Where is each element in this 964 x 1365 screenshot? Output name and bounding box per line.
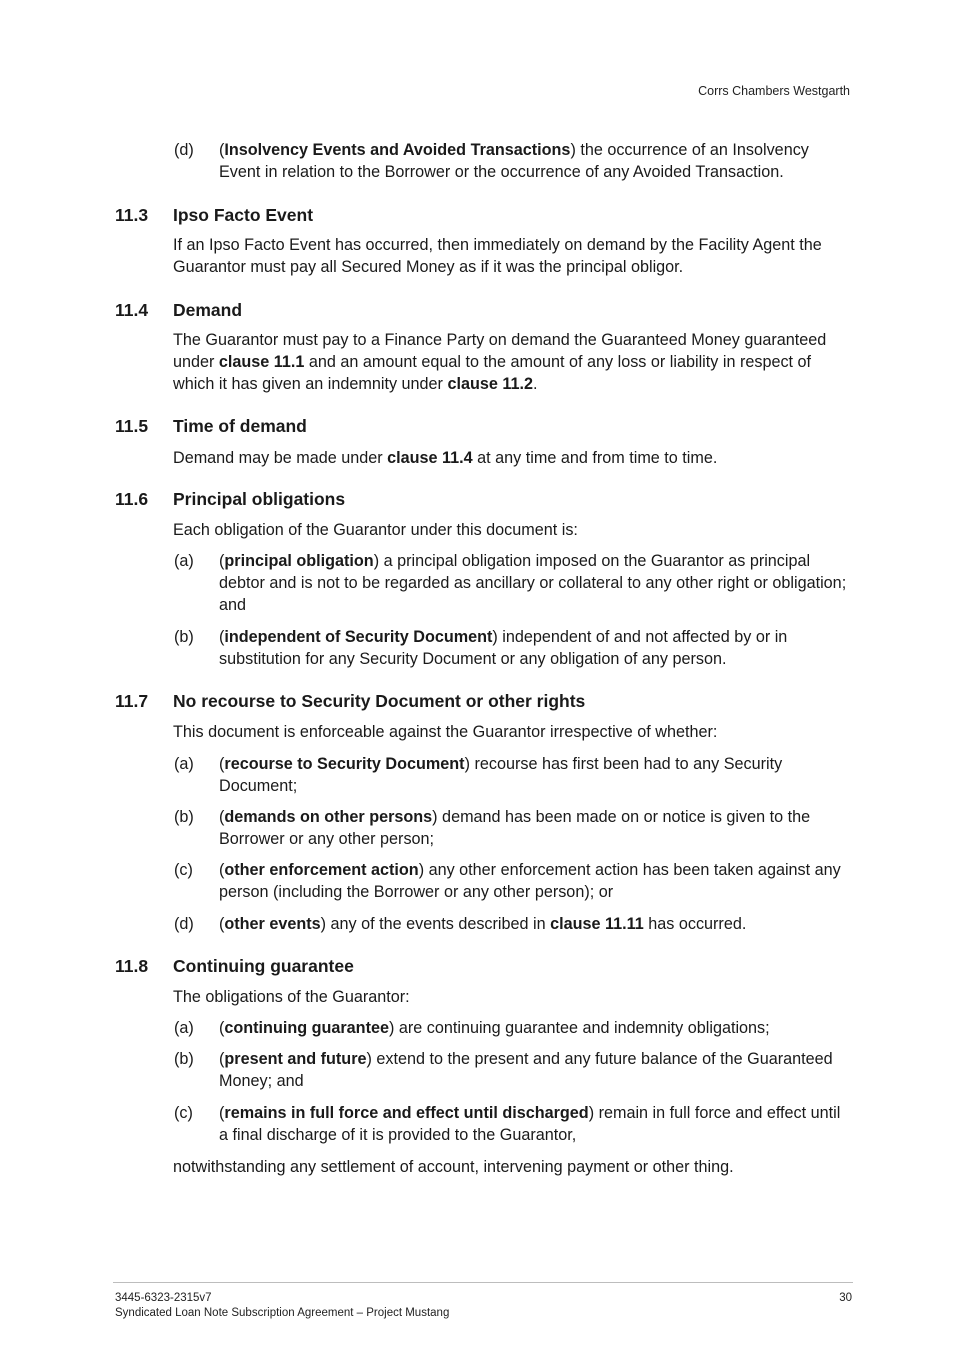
clause-number: 11.8 [115, 956, 149, 976]
item-title: remains in full force and effect until discharged [224, 1104, 589, 1122]
item-label: (d) [174, 141, 194, 159]
firm-name: Corrs Chambers Westgarth [698, 84, 850, 98]
clause-reference: clause 11.4 [387, 449, 473, 467]
item-text: (Insolvency Events and Avoided Transactions) the occurrence of an Insolvency Event in relation to the Borrower or the occurrence of any Avoided Transaction. [219, 141, 809, 181]
footer-doc-title: Syndicated Loan Note Subscription Agreement – Project Mustang [115, 1307, 450, 1319]
clause-number: 11.6 [115, 489, 149, 509]
clause-title: Time of demand [173, 416, 307, 436]
item-title: Insolvency Events and Avoided Transactions [224, 141, 571, 159]
clause-title: Ipso Facto Event [173, 205, 314, 225]
list-item: (demands on other persons) demand has been made on or notice is given to the Borrower or any other person; [219, 808, 811, 848]
list-item: (continuing guarantee) are continuing guarantee and indemnity obligations; [219, 1019, 770, 1037]
clause-number: 11.7 [115, 691, 149, 711]
item-title: continuing guarantee [224, 1019, 389, 1037]
item-title: demands on other persons [224, 808, 433, 826]
item-label: (d) [174, 915, 194, 933]
clause-reference: clause 11.11 [550, 915, 644, 933]
clause-text: Demand may be made under clause 11.4 at any time and from time to time. [173, 449, 718, 467]
clause-reference: clause 11.1 [218, 353, 305, 371]
clause-intro: This document is enforceable against the Guarantor irrespective of whether: [173, 723, 718, 741]
clause-title: No recourse to Security Document or other rights [173, 691, 586, 711]
clause-closing: notwithstanding any settlement of account, intervening payment or other thing. [173, 1158, 734, 1176]
footer-divider [113, 1282, 853, 1283]
clause-title: Demand [173, 300, 243, 320]
clause-number: 11.5 [115, 416, 149, 436]
item-label: (a) [174, 1019, 194, 1037]
item-title: recourse to Security Document [224, 755, 465, 773]
item-label: (c) [174, 1104, 193, 1122]
clause-number: 11.4 [115, 300, 149, 320]
clause-title: Continuing guarantee [173, 956, 354, 976]
list-item: (principal obligation) a principal obligation imposed on the Guarantor as principal debtor and is not to be regarded as ancillary or collateral to any other right or obligation; and [219, 552, 847, 614]
item-label: (a) [174, 755, 194, 773]
clause-text: The Guarantor must pay to a Finance Party on demand the Guaranteed Money guaranteed under clause 11.1 and an amount equal to the amount of any loss or liability in respect of which it has given an indemnity under clause 11.2. [173, 331, 827, 393]
clause-intro: Each obligation of the Guarantor under this document is: [173, 521, 578, 539]
item-title: other events [224, 915, 321, 933]
item-label: (c) [174, 861, 193, 879]
clause-reference: clause 11.2 [447, 375, 533, 393]
item-title: independent of Security Document [224, 628, 493, 646]
item-title: principal obligation [224, 552, 374, 570]
list-item: (present and future) extend to the present and any future balance of the Guaranteed Money; and [219, 1050, 833, 1090]
page-number: 30 [839, 1292, 852, 1304]
clause-number: 11.3 [115, 205, 149, 225]
clause-intro: The obligations of the Guarantor: [173, 988, 410, 1006]
clause-text: If an Ipso Facto Event has occurred, then immediately on demand by the Facility Agent the Guarantor must pay all Secured Money as if it was the principal obligor. [173, 236, 822, 276]
item-label: (b) [174, 808, 194, 826]
list-item: (independent of Security Document) independent of and not affected by or in substitution for any Security Document or any obligation of any person. [219, 628, 788, 668]
item-title: present and future [224, 1050, 367, 1068]
list-item: (recourse to Security Document) recourse has first been had to any Security Document; [219, 755, 783, 795]
item-label: (b) [174, 628, 194, 646]
list-item: (other enforcement action) any other enforcement action has been taken against any person (including the Borrower or any other person); or [219, 861, 841, 901]
list-item: (remains in full force and effect until discharged) remain in full force and effect until a final discharge of it is provided to the Guarantor, [219, 1104, 841, 1144]
footer-doc-id: 3445-6323-2315v7 [115, 1292, 212, 1304]
item-title: other enforcement action [224, 861, 419, 879]
item-label: (b) [174, 1050, 194, 1068]
list-item: (other events) any of the events described in clause 11.11 has occurred. [219, 915, 747, 933]
item-label: (a) [174, 552, 194, 570]
clause-title: Principal obligations [173, 489, 346, 509]
